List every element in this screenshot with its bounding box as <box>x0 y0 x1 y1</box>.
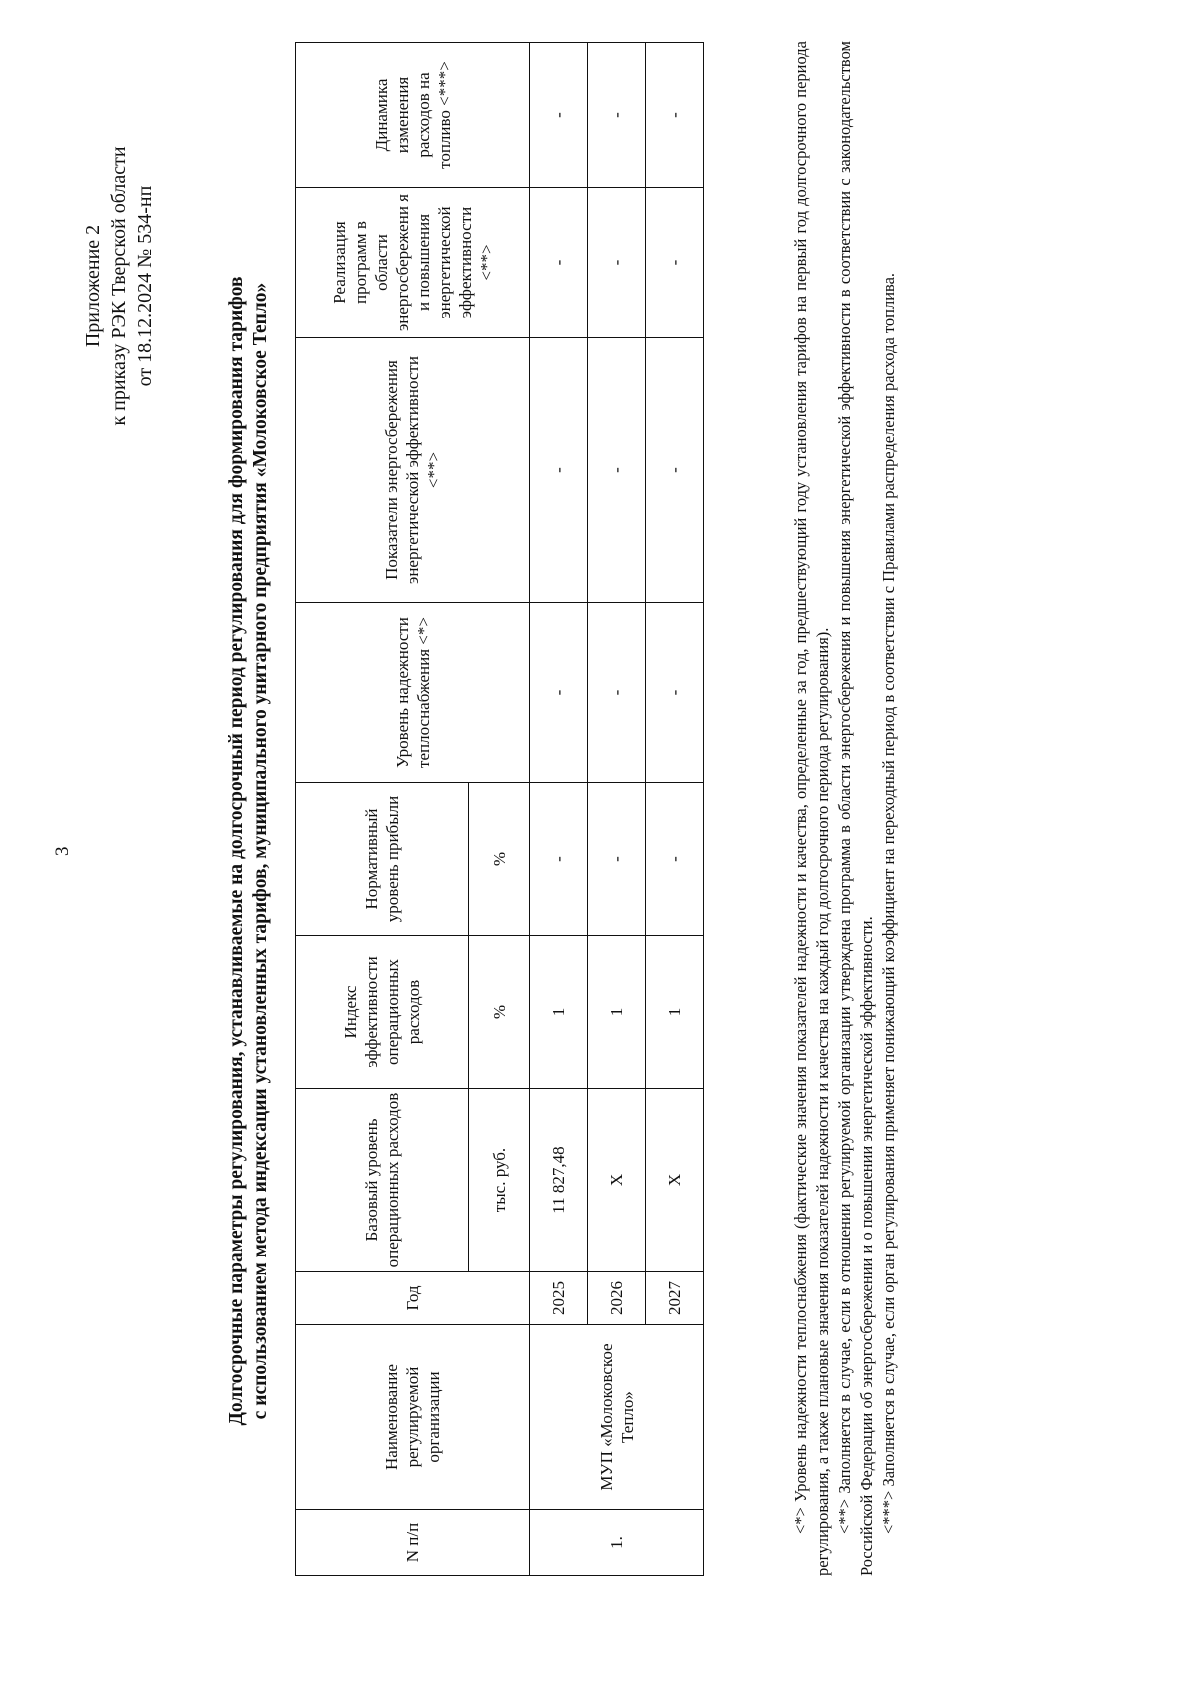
page-number: 3 <box>52 846 73 856</box>
table-row <box>530 43 588 1576</box>
cell-reliability: - <box>530 603 588 783</box>
parameters-table <box>295 42 704 1576</box>
header-programs: Реализация программ в области энергосбережени я и повышения энергетической эффективности <**> <box>296 188 530 338</box>
cell-fuel: - <box>530 43 588 188</box>
header-profit: Нормативный уровень прибыли <box>296 783 469 936</box>
document-title <box>225 126 273 1576</box>
cell-fuel: - <box>646 43 704 188</box>
header-reliability: Уровень надежности теплоснабжения <*> <box>296 603 530 783</box>
unit-profit: % <box>469 783 530 936</box>
cell-year: 2026 <box>588 1272 646 1325</box>
cell-fuel: - <box>588 43 646 188</box>
cell-programs: - <box>646 188 704 338</box>
table-header-row <box>296 43 469 1576</box>
cell-energy-indicators: - <box>646 338 704 603</box>
header-num: N п/п <box>296 1510 530 1576</box>
footnote-3: <***> Заполняется в случае, если орган регулирования применяет понижающий коэффициент на переходный период в соответствии с Правилами распределения расхода топлива. <box>879 272 898 1534</box>
appendix-block <box>80 76 158 496</box>
unit-index: % <box>469 936 530 1089</box>
appendix-line-3: от 18.12.2024 № 534-нп <box>134 185 156 387</box>
cell-index: 1 <box>646 936 704 1089</box>
row-num: 1. <box>530 1510 704 1576</box>
title-line-1: Долгосрочные параметры регулирования, устанавливаемые на долгосрочный период регулирования для формирования тарифов <box>226 276 247 1426</box>
header-year: Год <box>296 1272 530 1325</box>
cell-index: 1 <box>588 936 646 1089</box>
header-energy-indicators: Показатели энергосбережения энергетической эффективности <**> <box>296 338 530 603</box>
cell-programs: - <box>588 188 646 338</box>
unit-base: тыс. руб. <box>469 1089 530 1272</box>
cell-profit: - <box>530 783 588 936</box>
cell-index: 1 <box>530 936 588 1089</box>
cell-base: X <box>588 1089 646 1272</box>
cell-base: X <box>646 1089 704 1272</box>
footnote-2: <**> Заполняется в случае, если в отношении регулируемой организации утверждена программа в области энергосбережения и повышения энергетической эффективности в соответствии с законодательством Российской Федерации об энергосбережении и о повышении энергетической эффективности. <box>835 41 876 1576</box>
cell-profit: - <box>646 783 704 936</box>
cell-year: 2027 <box>646 1272 704 1325</box>
title-line-2: с использованием метода индексации установленных тарифов, муниципального унитарного предприятия «Молоковское Тепло» <box>250 282 271 1420</box>
footnotes <box>790 41 900 1576</box>
header-base: Базовый уровень операционных расходов <box>296 1089 469 1272</box>
footnote-1: <*> Уровень надежности теплоснабжения (фактические значения показателей надежности и качества, определенные за год, предшествующий году установления тарифов на первый год долгосрочного периода регулирования, а также плановые значения показателей надежности и качества на каждый год долгосрочного периода регулирования). <box>791 41 832 1576</box>
header-index: Индекс эффективности операционных расходов <box>296 936 469 1089</box>
row-org: МУП «Молоковское Тепло» <box>530 1325 704 1510</box>
appendix-line-2: к приказу РЭК Тверской области <box>108 146 130 426</box>
cell-year: 2025 <box>530 1272 588 1325</box>
cell-profit: - <box>588 783 646 936</box>
cell-reliability: - <box>588 603 646 783</box>
cell-energy-indicators: - <box>588 338 646 603</box>
cell-programs: - <box>530 188 588 338</box>
cell-energy-indicators: - <box>530 338 588 603</box>
header-fuel: Динамика изменения расходов на топливо <***> <box>296 43 530 188</box>
header-org: Наименование регулируемой организации <box>296 1325 530 1510</box>
appendix-line-1: Приложение 2 <box>82 224 104 348</box>
cell-reliability: - <box>646 603 704 783</box>
cell-base: 11 827,48 <box>530 1089 588 1272</box>
